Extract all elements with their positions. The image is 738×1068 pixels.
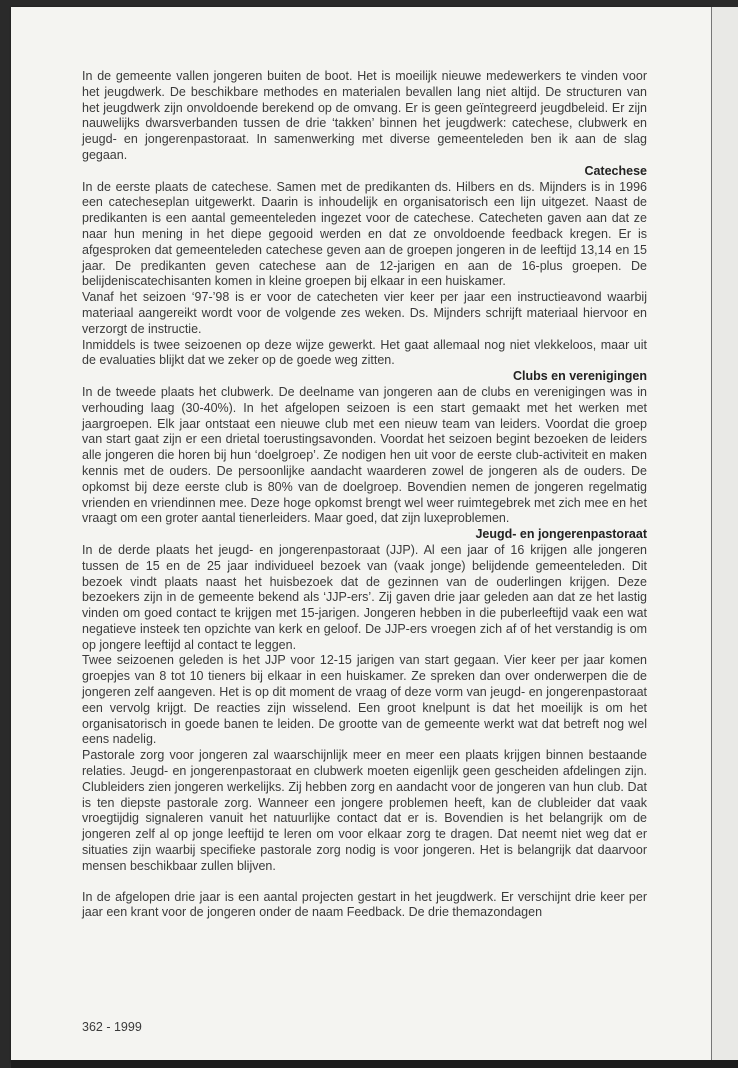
paragraph: In de tweede plaats het clubwerk. De deelname van jongeren aan de clubs en verenigingen was in verhouding laag (30-40%). In het afgelopen seizoen is een start gemaakt met het werken met jaargroepen. Elk jaar ontstaat een nieuwe club met een nieuw team van leiders. Voordat die groep van start gaat zijn er een drietal toerustingsavonden. Voordat het seizoen begint bezoeken de leiders alle jongeren die horen bij hun ‘doelgroep’. Ze nodigen hen uit voor de eerste club-activiteit en maken kennis met de ouders. De persoonlijke aandacht waarderen zowel de jongeren als de ouders. De opkomst bij deze eerste club is 80% van de doelgroep. Bovendien nemen de jongeren regelmatig vrienden en vriendinnen mee. Deze hoge opkomst brengt wel weer ruimtegebrek met zich mee en het vraagt om een groter aantal tienerleiders. Maar goed, dat zijn luxeproblemen.	[82, 384, 647, 526]
closing-paragraph: In de afgelopen drie jaar is een aantal projecten gestart in het jeugdwerk. Er verschijnt drie keer per jaar een krant voor de jongeren onder de naam Feedback. De drie themazondagen	[82, 889, 647, 920]
paragraph: Pastorale zorg voor jongeren zal waarschijnlijk meer en meer een plaats krijgen binnen bestaande relaties. Jeugd- en jongerenpastoraat en clubwerk moeten eigenlijk geen gescheiden afdelingen zijn. Clubleiders zien jongeren werkelijks. Zij hebben zorg en aandacht voor de jongeren van hun club. Dat is ten diepste pastorale zorg. Wanneer een jongere problemen heeft, kan de clubleider dat vaak vroegtijdig signaleren vanuit het natuurlijke contact dat er is. Bovendien is het belangrijk om de jongeren zelf al op jonge leeftijd te leren om voor elkaar zorg te dragen. Dat neemt niet weg dat er situaties zijn waarbij specifieke pastorale zorg nodig is voor jongeren. Het is belangrijk dat daarvoor mensen beschikbaar zullen blijven.	[82, 748, 647, 873]
paragraph: In de eerste plaats de catechese. Samen met de predikanten ds. Hilbers en ds. Mijnders is in 1996 een catecheseplan uitgewerkt. Daarin is inhoudelijk en organisatorisch een lijn uitgezet. Naast de predikanten is een aantal gemeenteleden ingezet voor de catechese. Catecheten gaven aan dat ze naar hun mening in het diepe gegooid werden en dat ze onvoldoende feedback kregen. Er is afgesproken dat gemeenteleden catechese geven aan de groepen jongeren in de leeftijd 13,14 en 15 jaar. De predikanten geven catechese aan de 12-jarigen en aan de 16-plus groepen. De belijdeniscatechisanten komen in kleine groepen bij elkaar in een huiskamer.	[82, 179, 647, 289]
scan-bottom-border	[11, 1060, 738, 1068]
page-edge-line	[711, 7, 712, 1063]
page-number: 362 - 1999	[82, 1020, 142, 1034]
paragraph: Inmiddels is twee seizoenen op deze wijze gewerkt. Het gaat allemaal nog niet vlekkeloos, maar uit de evaluaties blijkt dat we zeker op de goede weg zitten.	[82, 337, 647, 368]
section-heading-catechese: Catechese	[584, 163, 647, 178]
section-heading-pastoraat: Jeugd- en jongerenpastoraat	[475, 527, 647, 542]
paragraph: In de derde plaats het jeugd- en jongerenpastoraat (JJP). Al een jaar of 16 krijgen alle jongeren tussen de 15 en de 25 jaar individueel bezoek van (vaak jonge) belijdende gemeenteleden. Dit bezoek vindt plaats naast het huisbezoek dat de gezinnen van de ouderlingen krijgen. Deze bezoekers zijn in de gemeente bekend als ‘JJP-ers’. Zij gaven drie jaar geleden aan dat ze het lastig vinden om goed contact te krijgen met 15-jarigen. Jongeren hebben in die puberleeftijd vaak een wat negatieve insteek ten opzichte van kerk en geloof. De JJP-ers vroegen zich af of het verstandig is om op jongere leeftijd al contact te leggen.	[82, 542, 647, 652]
paragraph: Twee seizoenen geleden is het JJP voor 12-15 jarigen van start gegaan. Vier keer per jaar komen groepjes van 8 tot 10 tieners bij elkaar in een huiskamer. Ze spreken dan over onderwerpen die de jongeren zelf aangeven. Het is op dit moment de vraag of deze vorm van jeugd- en jongerenpastoraat een vervolg krijgt. De reacties zijn wisselend. Een groot knelpunt is dat het moeilijk is om het organisatorisch in goede banen te leiden. De grootte van de gemeente werkt wat dat betreft nog wel eens nadelig.	[82, 653, 647, 747]
article-body	[82, 69, 647, 921]
paragraph: Vanaf het seizoen ‘97-’98 is er voor de catecheten vier keer per jaar een instructieavond waarbij materiaal aangereikt wordt voor de volgende zes weken. Ds. Mijnders schrijft materiaal hiervoor en verzorgt de instructie.	[82, 290, 647, 336]
page-edge	[711, 7, 738, 1068]
paragraph-gap	[82, 875, 647, 890]
intro-paragraph: In de gemeente vallen jongeren buiten de boot. Het is moeilijk nieuwe medewerkers te vinden voor het jeugdwerk. De beschikbare methodes en materialen bevallen lang niet altijd. De structuren van het jeugdwerk zijn onvoldoende berekend op de omvang. Er is geen geïntegreerd jeugdbeleid. Er zijn nauwelijks dwarsverbanden tussen de drie ‘takken’ binnen het jeugdwerk: catechese, clubwerk en jeugd- en jongerenpastoraat. In samenwerking met diverse gemeenteleden ben ik aan de slag gegaan.	[82, 69, 647, 162]
section-heading-clubs: Clubs en verenigingen	[512, 369, 647, 384]
